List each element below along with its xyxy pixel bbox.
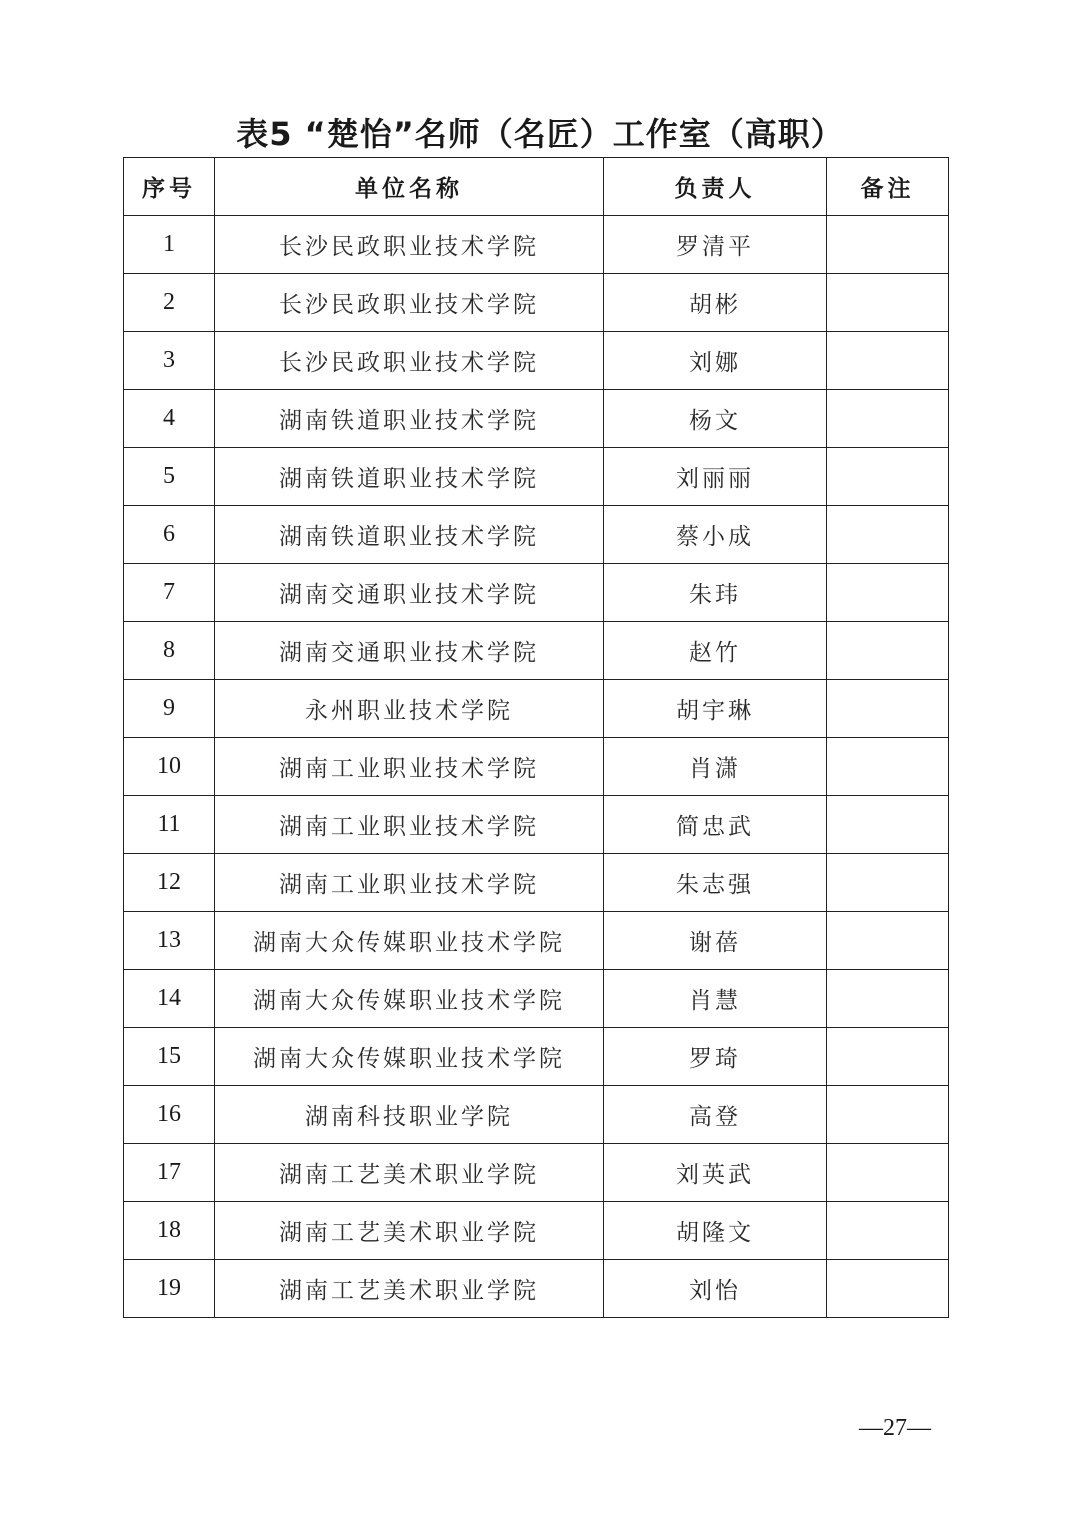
- row-person-cell: 朱玮: [604, 564, 827, 622]
- row-unit-cell: 湖南铁道职业技术学院: [215, 390, 604, 448]
- row-note-cell: [827, 738, 949, 796]
- row-unit-cell: 湖南工艺美术职业学院: [215, 1202, 604, 1260]
- table-row: [124, 274, 949, 332]
- row-index-cell: 14: [124, 970, 215, 1028]
- row-note-cell: [827, 332, 949, 390]
- row-note-cell: [827, 796, 949, 854]
- row-person-cell: 杨文: [604, 390, 827, 448]
- row-index-cell: 18: [124, 1202, 215, 1260]
- row-person-cell: 胡宇琳: [604, 680, 827, 738]
- table-row: [124, 1260, 949, 1318]
- row-unit-cell: 长沙民政职业技术学院: [215, 332, 604, 390]
- header-unit: 单位名称: [215, 158, 604, 216]
- workshop-table: [123, 157, 949, 1318]
- row-person-cell: 赵竹: [604, 622, 827, 680]
- row-unit-cell: 湖南科技职业学院: [215, 1086, 604, 1144]
- table-row: [124, 1144, 949, 1202]
- row-person-cell: 罗琦: [604, 1028, 827, 1086]
- row-index-cell: 5: [124, 448, 215, 506]
- row-index-cell: 17: [124, 1144, 215, 1202]
- row-index-cell: 7: [124, 564, 215, 622]
- row-person-cell: 蔡小成: [604, 506, 827, 564]
- row-unit-cell: 湖南交通职业技术学院: [215, 622, 604, 680]
- row-index-cell: 4: [124, 390, 215, 448]
- row-unit-cell: 湖南铁道职业技术学院: [215, 506, 604, 564]
- row-unit-cell: 湖南工艺美术职业学院: [215, 1144, 604, 1202]
- row-person-cell: 罗清平: [604, 216, 827, 274]
- row-note-cell: [827, 390, 949, 448]
- row-unit-cell: 湖南大众传媒职业技术学院: [215, 912, 604, 970]
- table-row: [124, 390, 949, 448]
- table-body: [124, 216, 949, 1318]
- row-index-cell: 6: [124, 506, 215, 564]
- table-row: [124, 912, 949, 970]
- row-note-cell: [827, 1144, 949, 1202]
- row-unit-cell: 湖南工业职业技术学院: [215, 854, 604, 912]
- row-person-cell: 肖慧: [604, 970, 827, 1028]
- row-unit-cell: 永州职业技术学院: [215, 680, 604, 738]
- table-row: [124, 1202, 949, 1260]
- row-note-cell: [827, 1260, 949, 1318]
- row-note-cell: [827, 1202, 949, 1260]
- row-note-cell: [827, 216, 949, 274]
- row-index-cell: 16: [124, 1086, 215, 1144]
- table-row: [124, 332, 949, 390]
- row-unit-cell: 湖南铁道职业技术学院: [215, 448, 604, 506]
- row-note-cell: [827, 448, 949, 506]
- row-index-cell: 13: [124, 912, 215, 970]
- row-note-cell: [827, 970, 949, 1028]
- row-note-cell: [827, 912, 949, 970]
- row-note-cell: [827, 622, 949, 680]
- row-note-cell: [827, 854, 949, 912]
- table-row: [124, 680, 949, 738]
- table-row: [124, 970, 949, 1028]
- row-person-cell: 刘娜: [604, 332, 827, 390]
- row-note-cell: [827, 564, 949, 622]
- row-unit-cell: 湖南工艺美术职业学院: [215, 1260, 604, 1318]
- row-unit-cell: 湖南工业职业技术学院: [215, 796, 604, 854]
- row-person-cell: 简忠武: [604, 796, 827, 854]
- row-unit-cell: 湖南工业职业技术学院: [215, 738, 604, 796]
- table-row: [124, 1086, 949, 1144]
- header-index: 序号: [124, 158, 215, 216]
- row-note-cell: [827, 680, 949, 738]
- row-unit-cell: 长沙民政职业技术学院: [215, 216, 604, 274]
- table-header-row: [124, 158, 949, 216]
- row-index-cell: 15: [124, 1028, 215, 1086]
- row-index-cell: 3: [124, 332, 215, 390]
- row-unit-cell: 长沙民政职业技术学院: [215, 274, 604, 332]
- row-note-cell: [827, 506, 949, 564]
- row-person-cell: 高登: [604, 1086, 827, 1144]
- table-row: [124, 564, 949, 622]
- row-person-cell: 谢蓓: [604, 912, 827, 970]
- row-index-cell: 8: [124, 622, 215, 680]
- row-note-cell: [827, 1086, 949, 1144]
- row-index-cell: 1: [124, 216, 215, 274]
- row-person-cell: 刘英武: [604, 1144, 827, 1202]
- row-person-cell: 肖潇: [604, 738, 827, 796]
- row-index-cell: 9: [124, 680, 215, 738]
- row-note-cell: [827, 1028, 949, 1086]
- table-row: [124, 216, 949, 274]
- row-index-cell: 2: [124, 274, 215, 332]
- row-person-cell: 朱志强: [604, 854, 827, 912]
- row-index-cell: 10: [124, 738, 215, 796]
- table-row: [124, 1028, 949, 1086]
- table-row: [124, 738, 949, 796]
- header-person: 负责人: [604, 158, 827, 216]
- row-unit-cell: 湖南交通职业技术学院: [215, 564, 604, 622]
- row-person-cell: 刘丽丽: [604, 448, 827, 506]
- page-title: 表5 “楚怡”名师（名匠）工作室（高职）: [236, 115, 844, 153]
- table-row: [124, 796, 949, 854]
- table-row: [124, 448, 949, 506]
- table-row: [124, 506, 949, 564]
- row-index-cell: 12: [124, 854, 215, 912]
- row-person-cell: 胡彬: [604, 274, 827, 332]
- row-index-cell: 19: [124, 1260, 215, 1318]
- row-unit-cell: 湖南大众传媒职业技术学院: [215, 970, 604, 1028]
- page-number: —27—: [859, 1415, 931, 1441]
- row-person-cell: 胡隆文: [604, 1202, 827, 1260]
- row-index-cell: 11: [124, 796, 215, 854]
- row-unit-cell: 湖南大众传媒职业技术学院: [215, 1028, 604, 1086]
- row-person-cell: 刘怡: [604, 1260, 827, 1318]
- table-row: [124, 622, 949, 680]
- table-row: [124, 854, 949, 912]
- row-note-cell: [827, 274, 949, 332]
- header-note: 备注: [827, 158, 949, 216]
